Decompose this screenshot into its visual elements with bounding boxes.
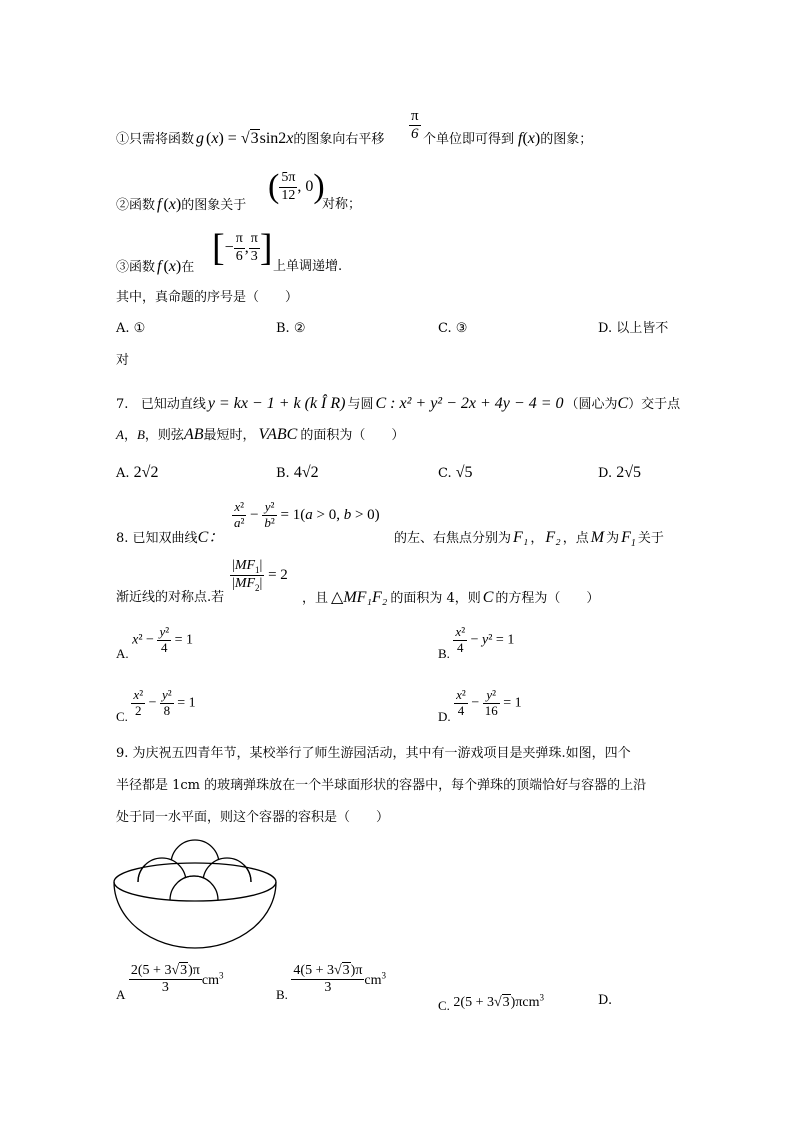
- q6-option-b: B. ②: [276, 321, 306, 336]
- statement-1-text-b: 个单位即可得到: [423, 132, 515, 147]
- q8-hyperbola-equation: $\frac{\text{x²}}{\text{a²}}$ − $\frac{\text{y²}}{\text{b²}}$ = 1(a > 0, b > 0): [234, 499, 380, 530]
- q8-option-b: B. $\frac{\text{x²}}{4}$ − y² = 1: [438, 624, 515, 661]
- q9-option-a: A $\frac{2(5 + 3√3)\pi}{3}$ $cm^3$: [116, 963, 224, 1002]
- q8-text-h: 的面积为 4，则: [390, 591, 481, 606]
- q7-line-equation: y = kx − 1 + k (k Î R): [207, 395, 346, 412]
- q8-text-f: 渐近线的对称点.若: [116, 590, 225, 605]
- q8-option-b-label: B.: [438, 645, 450, 661]
- q8-text-b: 的左、右焦点分别为: [394, 531, 512, 546]
- q8-c-again: C: [482, 589, 494, 606]
- statement-3-text-b: 上单调递增.: [273, 259, 343, 274]
- statement-2-text-a: 的图象关于: [181, 198, 247, 213]
- q7-text-g: 的面积为（ ）: [300, 428, 405, 443]
- q7-option-b: [276, 462, 319, 485]
- statement-3-mark: ③函数: [116, 260, 156, 275]
- statement-2-mark: ②函数: [116, 198, 156, 213]
- q7-comma: ，: [123, 428, 137, 443]
- bowl-figure: [112, 838, 280, 950]
- q6-option-d-cont: 对: [116, 353, 130, 368]
- q7-point-b: B: [136, 427, 145, 442]
- q8-f1: F₁: [513, 529, 529, 546]
- statement-1-mark: ①只需将函数: [116, 132, 195, 147]
- q8-line-2-cont: [302, 587, 599, 610]
- q8-line-1-cont: [394, 527, 664, 555]
- statement-3: ③函数 f (x)在: [116, 258, 195, 275]
- q6-option-c: C. ③: [438, 321, 468, 336]
- q9-line-3: 处于同一水平面，则这个容器的容积是（ ）: [116, 810, 390, 825]
- q7-text-e: ，则弦: [144, 428, 184, 443]
- q8-c: C：: [197, 529, 225, 546]
- q9-option-a-label: A: [116, 986, 126, 1002]
- q8-option-d: D. $\frac{\text{x²}}{4}$ − $\frac{\text{y²}}{16}$ = 1: [438, 687, 522, 724]
- q7-option-a: [116, 462, 158, 485]
- q8-line-1: [116, 527, 224, 550]
- symmetry-point: ( $\frac{5\pi}{12}$ , 0): [268, 168, 325, 205]
- q7-text-a: 已知动直线: [140, 397, 206, 412]
- q7-option-c-value: √5: [455, 464, 473, 481]
- q8-text-c: ，点: [562, 531, 589, 546]
- q7-text-c: （圆心为: [565, 397, 618, 412]
- q7-option-d-value: 2√5: [616, 464, 642, 481]
- q8-line-2: [116, 587, 224, 609]
- q7-option-d-label: D.: [598, 466, 613, 481]
- function-g-formula: g: [196, 130, 205, 147]
- q8-option-c: C. $\frac{\text{x²}}{2}$ − $\frac{\text{y²}}{8}$ = 1: [116, 687, 196, 724]
- q9-option-d: [598, 990, 612, 1012]
- q8-ratio: $\frac{|MF_1|}{|MF_2|}$ = 2: [232, 558, 288, 593]
- bowl-body: [114, 882, 276, 948]
- statement-1-text-a: 的图象向右平移: [293, 132, 385, 147]
- statement-2-text-b: 对称；: [322, 197, 362, 212]
- q7-circle-equation: C : x² + y² − 2x + 4y − 4 = 0: [375, 395, 564, 412]
- q9-option-b-label: B.: [276, 986, 288, 1002]
- q7-triangle: VABC: [258, 426, 298, 443]
- q8-m: M: [590, 529, 605, 546]
- q7-point-a: A: [116, 427, 124, 442]
- statement-2: ②函数 f (x)的图象关于: [116, 196, 247, 213]
- q9-option-c: C. 2(5 + 3√3)πcm$^3$: [438, 992, 545, 1013]
- q8-option-d-label: D.: [438, 708, 451, 724]
- q7-option-b-value: 4√2: [293, 464, 319, 481]
- q6-option-d: D. 以上皆不: [598, 321, 669, 336]
- q8-comma: ，: [530, 531, 544, 546]
- q6-option-a: A. ①: [116, 321, 146, 336]
- q8-text-i: 的方程为（ ）: [495, 591, 600, 606]
- q8-option-a-label: A.: [116, 645, 129, 661]
- q7-chord-ab: AB: [183, 426, 204, 443]
- statement-3-cont: [273, 256, 342, 278]
- q8-f1-again: $F_1$: [621, 529, 636, 550]
- q8-text-g: ，且: [302, 591, 329, 606]
- statement-1-cont: 个单位即可得到 f(x)的图象；: [423, 130, 593, 147]
- q7-option-d: [598, 462, 641, 485]
- q7-option-c-label: C.: [438, 466, 452, 481]
- shift-fraction: $\frac{\pi}{6}$: [411, 108, 419, 143]
- statement-1-text-c: 的图象；: [540, 132, 593, 147]
- q7-c: C: [617, 395, 629, 412]
- q8-text-d: 为: [606, 531, 620, 546]
- q8-text-e: 关于: [637, 531, 664, 546]
- q7-line-2: [116, 424, 404, 447]
- q9-line-1: 9. 为庆祝五四青年节，某校举行了师生游园活动，其中有一游戏项目是夹弹珠.如图，四个: [116, 746, 631, 761]
- question-line: 其中，真命题的序号是（ ）: [116, 290, 299, 305]
- q7-option-a-label: A.: [116, 466, 130, 481]
- statement-2-cont: [322, 194, 361, 216]
- q9-option-c-label: C.: [438, 997, 450, 1013]
- increase-interval: [− $\frac{\pi}{6}$ , $\frac{\pi}{3}$ ]: [212, 227, 273, 269]
- statement-3-text-a: 在: [181, 260, 195, 275]
- q9-option-d-label: D.: [598, 993, 613, 1008]
- q8-number: 8.: [116, 531, 129, 546]
- q8-triangle: △MF₁F₂: [331, 589, 388, 606]
- q7-text-b: 与圆: [347, 397, 374, 412]
- q7-option-c: [438, 462, 473, 485]
- q8-text-a: 已知双曲线: [132, 531, 198, 546]
- q7-text-f: 最短时，: [203, 428, 256, 443]
- q7-line-1: [116, 393, 680, 416]
- q7-text-d: ）交于点: [628, 397, 681, 412]
- q8-option-c-label: C.: [116, 708, 128, 724]
- statement-1: ①只需将函数 g (x) = √3sin2x的图象向右平移: [116, 130, 385, 147]
- q7-number: 7.: [116, 397, 129, 412]
- q9-option-b: B. $\frac{4(5 + 3√3)\pi}{3}$ $cm^3$: [276, 963, 387, 1002]
- q8-f2: F₂: [545, 529, 561, 546]
- q9-line-2: 半径都是 1cm 的玻璃弹珠放在一个半球面形状的容器中，每个弹珠的顶端恰好与容器的上沿: [116, 778, 647, 793]
- q7-option-a-value: 2√2: [133, 464, 159, 481]
- q7-option-b-label: B.: [276, 466, 290, 481]
- q8-option-a: A. x² − $\frac{\text{y²}}{4}$ = 1: [116, 624, 194, 661]
